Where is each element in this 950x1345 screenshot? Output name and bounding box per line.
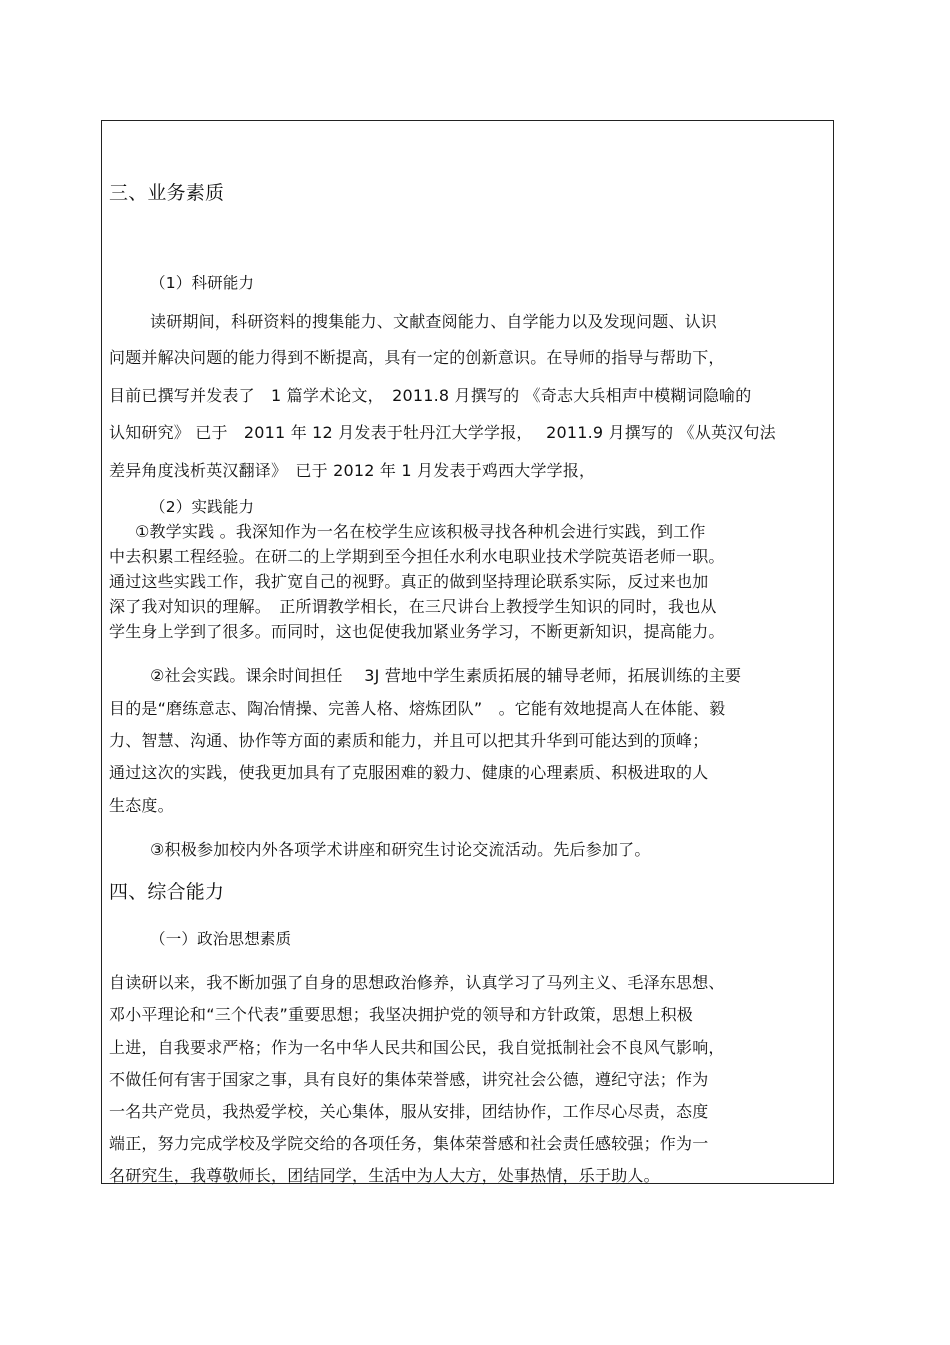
paragraph-line: ①教学实践 。我深知作为一名在校学生应该积极寻找各种机会进行实践，到工作 [135,522,706,541]
paragraph-line: 端正，努力完成学校及学院交给的各项任务，集体荣誉感和社会责任感较强；作为一 [109,1134,709,1153]
paragraph-line: 读研期间，科研资料的搜集能力、文献查阅能力、自学能力以及发现问题、认识 [150,312,718,331]
paragraph-line: 中去积累工程经验。在研二的上学期到至今担任水利水电职业技术学院英语老师一职。 [109,547,725,566]
paragraph-line: 通过这些实践工作，我扩宽自己的视野。真正的做到坚持理论联系实际，反过来也加 [109,572,709,591]
paragraph-line: 学生身上学到了很多。而同时，这也促使我加紧业务学习，不断更新知识，提高能力。 [109,622,725,641]
paragraph-line: 目的是“磨练意志、陶冶情操、完善人格、熔炼团队” 。它能有效地提高人在体能、毅 [109,699,726,718]
paragraph-line: 目前已撰写并发表了 1 篇学术论文， 2011.8 月撰写的 《奇志大兵相声中模糊词隐喻的 [109,386,752,405]
paragraph-line: 认知研究》 已于 2011 年 12 月发表于牡丹江大学学报， 2011.9 月撰写的 《从英汉句法 [109,423,776,442]
paragraph-line: 深了我对知识的理解。 正所谓教学相长，在三尺讲台上教授学生知识的同时，我也从 [109,597,717,616]
paragraph-line: ③积极参加校内外各项学术讲座和研究生讨论交流活动。先后参加了。 [150,840,651,859]
paragraph-line: 自读研以来，我不断加强了自身的思想政治修养，认真学习了马列主义、毛泽东思想、 [109,973,725,992]
section-heading-business: 三、业务素质 [109,182,225,204]
paragraph-line: 不做任何有害于国家之事，具有良好的集体荣誉感，讲究社会公德，遵纪守法；作为 [109,1070,709,1089]
paragraph-line: 通过这次的实践，使我更加具有了克服困难的毅力、健康的心理素质、积极进取的人 [109,763,709,782]
subheading-political: （一）政治思想素质 [150,930,292,948]
paragraph-line: 邓小平理论和“三个代表”重要思想；我坚决拥护党的领导和方针政策，思想上积极 [109,1005,693,1024]
paragraph-line: ②社会实践。课余时间担任 3J 营地中学生素质拓展的辅导老师，拓展训练的主要 [150,666,742,685]
paragraph-line: 名研究生，我尊敬师长，团结同学，生活中为人大方，处事热情，乐于助人。 [109,1166,660,1185]
paragraph-line: 问题并解决问题的能力得到不断提高，具有一定的创新意识。在导师的指导与帮助下， [109,348,725,367]
paragraph-line: 差异角度浅析英汉翻译》 已于 2012 年 1 月发表于鸡西大学学报， [109,461,596,480]
paragraph-line: 生态度。 [109,796,174,815]
paragraph-line: 一名共产党员，我热爱学校，关心集体，服从安排，团结协作，工作尽心尽责，态度 [109,1102,709,1121]
paragraph-line: 上进，自我要求严格；作为一名中华人民共和国公民，我自觉抵制社会不良风气影响， [109,1038,725,1057]
subheading-research: （1）科研能力 [150,274,255,292]
paragraph-line: 力、智慧、沟通、协作等方面的素质和能力，并且可以把其升华到可能达到的顶峰； [109,731,709,750]
section-heading-comprehensive: 四、综合能力 [109,881,225,903]
subheading-practice: （2）实践能力 [150,498,255,516]
